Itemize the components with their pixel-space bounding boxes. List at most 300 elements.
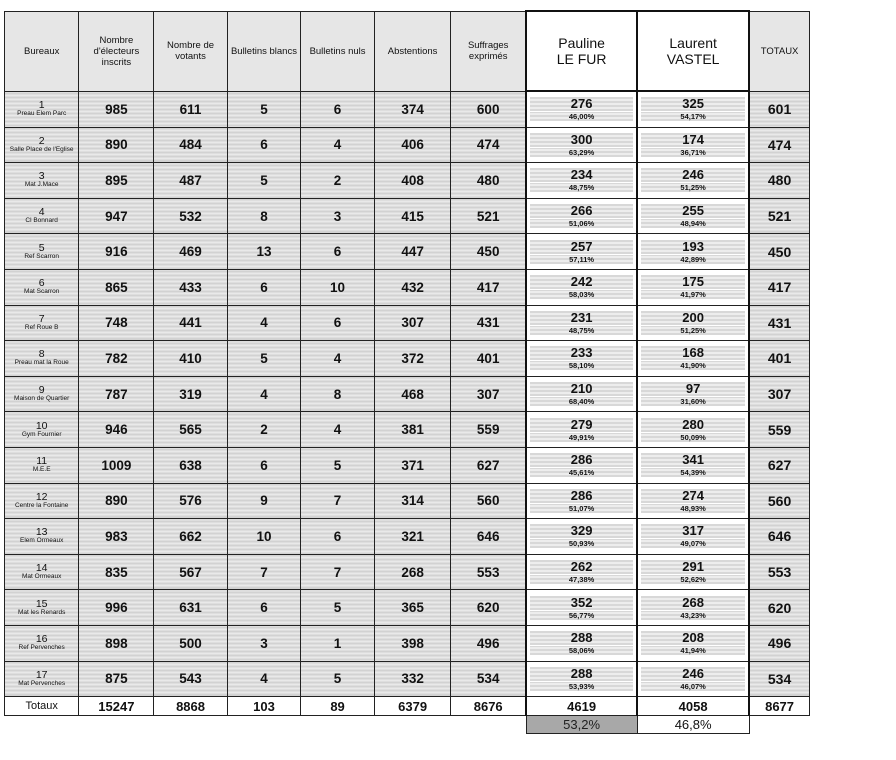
row-candidate-2-votes: 291: [641, 560, 745, 574]
row-totaux: 450: [749, 234, 809, 270]
bureau-cell: [5, 412, 79, 448]
row-abstentions: 365: [374, 590, 450, 626]
row-totaux: 560: [749, 483, 809, 519]
row-totaux: 559: [749, 412, 809, 448]
row-nuls: 3: [301, 198, 375, 234]
row-totaux: 431: [749, 305, 809, 341]
row-blancs: 7: [227, 554, 301, 590]
row-inscrits: 748: [79, 305, 154, 341]
table-row: [5, 590, 810, 626]
row-candidate-1-cell: [526, 661, 637, 697]
row-candidate-2-votes: 246: [641, 168, 745, 182]
bureau-location: Gym Fournier: [21, 430, 62, 438]
row-inscrits: 983: [79, 519, 154, 555]
row-votants: 433: [154, 269, 227, 305]
row-abstentions: 268: [374, 554, 450, 590]
row-blancs: 6: [227, 269, 301, 305]
row-candidate-2-votes: 97: [641, 382, 745, 396]
row-candidate-2-percent: 54,17%: [641, 112, 745, 121]
row-candidate-1-cell: [526, 554, 637, 590]
row-exprimes: 521: [451, 198, 526, 234]
row-candidate-2-votes: 317: [641, 524, 745, 538]
row-exprimes: 401: [451, 341, 526, 377]
bureau-location: Salle Place de l'Eglise: [9, 145, 74, 153]
row-abstentions: 398: [374, 625, 450, 661]
totals-candidate-2: 4058: [637, 697, 749, 716]
totals-exprimes: 8676: [451, 697, 526, 716]
bureau-location: Mat les Renards: [18, 608, 66, 616]
row-candidate-2-percent: 36,71%: [641, 148, 745, 157]
row-candidate-1-cell: [526, 91, 637, 127]
row-inscrits: 782: [79, 341, 154, 377]
bureau-number: 13: [35, 526, 48, 539]
bureau-location: Ref Scarron: [24, 252, 60, 260]
row-candidate-2-cell: [637, 91, 749, 127]
row-candidate-2-percent: 41,90%: [641, 361, 745, 370]
row-votants: 532: [154, 198, 227, 234]
row-candidate-2-cell: [637, 590, 749, 626]
row-totaux: 620: [749, 590, 809, 626]
row-exprimes: 417: [451, 269, 526, 305]
row-votants: 638: [154, 447, 227, 483]
row-inscrits: 787: [79, 376, 154, 412]
row-candidate-2-votes: 193: [641, 240, 745, 254]
row-totaux: 417: [749, 269, 809, 305]
row-blancs: 8: [227, 198, 301, 234]
totals-label: Totaux: [5, 697, 79, 716]
row-abstentions: 371: [374, 447, 450, 483]
bureau-cell: [5, 483, 79, 519]
final-percentage-row: [5, 716, 810, 734]
row-totaux: 627: [749, 447, 809, 483]
row-candidate-2-cell: [637, 447, 749, 483]
bureau-number: 6: [38, 277, 45, 290]
row-totaux: 496: [749, 625, 809, 661]
table-row: [5, 127, 810, 163]
row-totaux: 553: [749, 554, 809, 590]
bureau-location: Preau mat la Roue: [14, 359, 69, 367]
row-candidate-2-votes: 174: [641, 133, 745, 147]
table-row: [5, 447, 810, 483]
totals-blancs: 103: [227, 697, 301, 716]
row-votants: 662: [154, 519, 227, 555]
row-candidate-1-percent: 68,40%: [530, 397, 633, 406]
row-nuls: 8: [301, 376, 375, 412]
totals-votants: 8868: [154, 697, 227, 716]
bureau-location: Mat Ormeaux: [21, 573, 62, 581]
bureau-cell: [5, 198, 79, 234]
row-candidate-2-cell: [637, 412, 749, 448]
candidate-1-last-name: LE FUR: [556, 51, 607, 67]
row-candidate-2-percent: 51,25%: [641, 183, 745, 192]
row-blancs: 4: [227, 305, 301, 341]
row-candidate-1-percent: 58,03%: [530, 290, 633, 299]
results-body: [5, 91, 810, 697]
candidate-2-first-name: Laurent: [669, 35, 717, 51]
row-votants: 410: [154, 341, 227, 377]
row-nuls: 5: [301, 590, 375, 626]
header-nuls: Bulletins nuls: [301, 11, 375, 91]
table-row: [5, 412, 810, 448]
table-row: [5, 554, 810, 590]
row-exprimes: 553: [451, 554, 526, 590]
row-votants: 319: [154, 376, 227, 412]
row-exprimes: 496: [451, 625, 526, 661]
row-candidate-1-percent: 48,75%: [530, 183, 633, 192]
totals-abstentions: 6379: [374, 697, 450, 716]
row-candidate-2-percent: 51,25%: [641, 326, 745, 335]
row-blancs: 13: [227, 234, 301, 270]
row-inscrits: 898: [79, 625, 154, 661]
row-candidate-1-votes: 279: [530, 418, 633, 432]
row-candidate-1-cell: [526, 447, 637, 483]
bureau-location: Ref Pervenches: [18, 644, 65, 652]
row-exprimes: 431: [451, 305, 526, 341]
row-candidate-2-cell: [637, 341, 749, 377]
row-blancs: 6: [227, 127, 301, 163]
bureau-number: 15: [35, 597, 48, 610]
row-candidate-1-cell: [526, 305, 637, 341]
row-abstentions: 468: [374, 376, 450, 412]
row-nuls: 6: [301, 91, 375, 127]
row-nuls: 10: [301, 269, 375, 305]
bureau-cell: [5, 376, 79, 412]
row-candidate-1-votes: 234: [530, 168, 633, 182]
table-row: [5, 305, 810, 341]
final-percentage-empty: [749, 716, 809, 734]
row-abstentions: 432: [374, 269, 450, 305]
row-candidate-1-votes: 257: [530, 240, 633, 254]
row-candidate-1-votes: 231: [530, 311, 633, 325]
row-candidate-2-percent: 41,97%: [641, 290, 745, 299]
row-candidate-1-percent: 51,06%: [530, 219, 633, 228]
row-candidate-2-percent: 31,60%: [641, 397, 745, 406]
row-exprimes: 620: [451, 590, 526, 626]
bureau-location: Mat J.Mace: [24, 181, 59, 189]
row-candidate-1-percent: 51,07%: [530, 504, 633, 513]
bureau-cell: [5, 305, 79, 341]
row-candidate-1-percent: 49,91%: [530, 433, 633, 442]
row-candidate-2-cell: [637, 519, 749, 555]
bureau-location: Mat Scarron: [23, 288, 60, 296]
bureau-cell: [5, 590, 79, 626]
row-candidate-1-votes: 352: [530, 596, 633, 610]
row-blancs: 9: [227, 483, 301, 519]
row-candidate-2-percent: 48,94%: [641, 219, 745, 228]
row-votants: 611: [154, 91, 227, 127]
row-votants: 565: [154, 412, 227, 448]
row-abstentions: 307: [374, 305, 450, 341]
header-votants: Nombre de votants: [154, 11, 227, 91]
totals-inscrits: 15247: [79, 697, 154, 716]
row-candidate-1-percent: 56,77%: [530, 611, 633, 620]
table-row: [5, 163, 810, 199]
row-abstentions: 321: [374, 519, 450, 555]
row-candidate-2-percent: 48,93%: [641, 504, 745, 513]
row-candidate-1-cell: [526, 625, 637, 661]
results-footer: [5, 697, 810, 734]
row-votants: 469: [154, 234, 227, 270]
row-candidate-2-votes: 255: [641, 204, 745, 218]
row-candidate-2-votes: 168: [641, 346, 745, 360]
header-bureaux: Bureaux: [5, 11, 79, 91]
header-totaux: TOTAUX: [749, 11, 809, 91]
table-row: [5, 376, 810, 412]
row-candidate-2-cell: [637, 625, 749, 661]
row-candidate-1-percent: 47,38%: [530, 575, 633, 584]
row-candidate-2-cell: [637, 305, 749, 341]
row-candidate-1-cell: [526, 234, 637, 270]
row-candidate-1-cell: [526, 412, 637, 448]
row-candidate-2-cell: [637, 483, 749, 519]
row-abstentions: 415: [374, 198, 450, 234]
row-candidate-2-percent: 50,09%: [641, 433, 745, 442]
row-totaux: 307: [749, 376, 809, 412]
bureau-cell: [5, 519, 79, 555]
row-votants: 631: [154, 590, 227, 626]
row-exprimes: 474: [451, 127, 526, 163]
row-candidate-1-percent: 46,00%: [530, 112, 633, 121]
row-candidate-1-cell: [526, 269, 637, 305]
row-candidate-1-votes: 210: [530, 382, 633, 396]
candidate-1-first-name: Pauline: [558, 35, 605, 51]
bureau-location: Elem Ormeaux: [20, 537, 64, 545]
row-abstentions: 408: [374, 163, 450, 199]
table-row: [5, 341, 810, 377]
bureau-location: Mat Pervenches: [18, 679, 66, 687]
row-abstentions: 332: [374, 661, 450, 697]
row-blancs: 4: [227, 376, 301, 412]
final-percentage-candidate-1: 53,2%: [526, 716, 637, 734]
row-candidate-2-percent: 41,94%: [641, 646, 745, 655]
row-candidate-1-percent: 63,29%: [530, 148, 633, 157]
row-blancs: 6: [227, 590, 301, 626]
row-candidate-2-percent: 52,62%: [641, 575, 745, 584]
header-blancs: Bulletins blancs: [227, 11, 301, 91]
row-abstentions: 374: [374, 91, 450, 127]
table-row: [5, 625, 810, 661]
bureau-cell: [5, 447, 79, 483]
row-candidate-2-cell: [637, 554, 749, 590]
bureau-number: 17: [35, 668, 48, 681]
row-nuls: 4: [301, 341, 375, 377]
bureau-cell: [5, 625, 79, 661]
row-candidate-1-votes: 286: [530, 489, 633, 503]
bureau-number: 8: [38, 348, 45, 361]
bureau-cell: [5, 341, 79, 377]
row-exprimes: 534: [451, 661, 526, 697]
row-candidate-2-percent: 42,89%: [641, 255, 745, 264]
row-abstentions: 381: [374, 412, 450, 448]
row-inscrits: 875: [79, 661, 154, 697]
row-totaux: 480: [749, 163, 809, 199]
bureau-location: Centre la Fontaine: [14, 501, 69, 509]
row-candidate-1-votes: 288: [530, 631, 633, 645]
row-nuls: 6: [301, 234, 375, 270]
bureau-number: 4: [38, 206, 45, 219]
row-exprimes: 559: [451, 412, 526, 448]
row-candidate-2-votes: 175: [641, 275, 745, 289]
row-nuls: 1: [301, 625, 375, 661]
table-row: [5, 483, 810, 519]
row-candidate-1-percent: 57,11%: [530, 255, 633, 264]
row-candidate-1-percent: 48,75%: [530, 326, 633, 335]
final-percentage-spacer: [5, 716, 527, 734]
row-abstentions: 406: [374, 127, 450, 163]
row-candidate-1-cell: [526, 163, 637, 199]
row-candidate-1-votes: 262: [530, 560, 633, 574]
bureau-cell: [5, 127, 79, 163]
bureau-number: 16: [35, 633, 48, 646]
row-blancs: 2: [227, 412, 301, 448]
row-totaux: 646: [749, 519, 809, 555]
row-candidate-1-cell: [526, 483, 637, 519]
bureau-number: 3: [38, 170, 45, 183]
row-candidate-1-percent: 50,93%: [530, 539, 633, 548]
row-inscrits: 1009: [79, 447, 154, 483]
row-nuls: 7: [301, 554, 375, 590]
row-candidate-2-cell: [637, 234, 749, 270]
row-blancs: 6: [227, 447, 301, 483]
header-exprimes: Suffrages exprimés: [451, 11, 526, 91]
row-exprimes: 480: [451, 163, 526, 199]
row-blancs: 10: [227, 519, 301, 555]
bureau-cell: [5, 234, 79, 270]
row-blancs: 5: [227, 91, 301, 127]
row-candidate-1-percent: 58,06%: [530, 646, 633, 655]
row-votants: 484: [154, 127, 227, 163]
row-candidate-2-percent: 49,07%: [641, 539, 745, 548]
bureau-number: 5: [38, 241, 45, 254]
election-results-table: [4, 10, 810, 734]
row-blancs: 5: [227, 341, 301, 377]
totals-totaux: 8677: [749, 697, 809, 716]
row-candidate-2-cell: [637, 198, 749, 234]
row-candidate-2-votes: 280: [641, 418, 745, 432]
row-blancs: 5: [227, 163, 301, 199]
bureau-number: 7: [38, 312, 45, 325]
bureau-number: 9: [38, 384, 45, 397]
bureau-cell: [5, 269, 79, 305]
bureau-number: 14: [35, 562, 48, 575]
row-votants: 487: [154, 163, 227, 199]
row-inscrits: 916: [79, 234, 154, 270]
row-candidate-2-votes: 268: [641, 596, 745, 610]
row-candidate-2-votes: 274: [641, 489, 745, 503]
row-totaux: 534: [749, 661, 809, 697]
row-nuls: 6: [301, 519, 375, 555]
row-inscrits: 890: [79, 127, 154, 163]
row-candidate-1-votes: 233: [530, 346, 633, 360]
row-candidate-1-votes: 242: [530, 275, 633, 289]
bureau-location: M.E.E: [32, 466, 51, 474]
bureau-cell: [5, 661, 79, 697]
row-candidate-2-cell: [637, 269, 749, 305]
row-candidate-1-cell: [526, 341, 637, 377]
row-candidate-1-cell: [526, 198, 637, 234]
row-candidate-2-percent: 46,07%: [641, 682, 745, 691]
totals-candidate-1: 4619: [526, 697, 637, 716]
row-totaux: 474: [749, 127, 809, 163]
bureau-number: 10: [35, 419, 48, 432]
row-candidate-1-votes: 276: [530, 97, 633, 111]
bureau-cell: [5, 554, 79, 590]
row-candidate-1-cell: [526, 127, 637, 163]
header-candidate-2: [637, 11, 749, 91]
bureau-location: Maison de Quartier: [14, 395, 70, 403]
row-nuls: 6: [301, 305, 375, 341]
header-abstentions: Abstentions: [374, 11, 450, 91]
row-nuls: 4: [301, 412, 375, 448]
row-candidate-1-votes: 300: [530, 133, 633, 147]
row-inscrits: 946: [79, 412, 154, 448]
row-votants: 576: [154, 483, 227, 519]
table-row: [5, 91, 810, 127]
bureau-number: 11: [36, 455, 48, 468]
header-inscrits: Nombre d'électeurs inscrits: [79, 11, 154, 91]
row-candidate-1-votes: 329: [530, 524, 633, 538]
row-exprimes: 560: [451, 483, 526, 519]
row-candidate-1-percent: 53,93%: [530, 682, 633, 691]
header-candidate-1: [526, 11, 637, 91]
row-votants: 543: [154, 661, 227, 697]
row-candidate-1-votes: 286: [530, 453, 633, 467]
row-candidate-1-percent: 45,61%: [530, 468, 633, 477]
row-candidate-2-cell: [637, 376, 749, 412]
row-candidate-2-votes: 200: [641, 311, 745, 325]
row-candidate-1-cell: [526, 376, 637, 412]
row-candidate-2-votes: 341: [641, 453, 745, 467]
row-votants: 500: [154, 625, 227, 661]
row-votants: 441: [154, 305, 227, 341]
row-candidate-2-cell: [637, 661, 749, 697]
totals-row: [5, 697, 810, 716]
row-votants: 567: [154, 554, 227, 590]
row-inscrits: 985: [79, 91, 154, 127]
bureau-number: 2: [38, 134, 45, 147]
row-blancs: 3: [227, 625, 301, 661]
row-totaux: 401: [749, 341, 809, 377]
row-inscrits: 895: [79, 163, 154, 199]
row-exprimes: 307: [451, 376, 526, 412]
bureau-number: 12: [35, 490, 48, 503]
row-candidate-1-votes: 266: [530, 204, 633, 218]
row-inscrits: 865: [79, 269, 154, 305]
row-nuls: 7: [301, 483, 375, 519]
row-totaux: 521: [749, 198, 809, 234]
bureau-number: 1: [38, 99, 45, 112]
bureau-location: Preau Elem Parc: [17, 110, 67, 118]
results-table-wrapper: [4, 10, 810, 734]
row-abstentions: 447: [374, 234, 450, 270]
totals-nuls: 89: [301, 697, 375, 716]
row-exprimes: 600: [451, 91, 526, 127]
row-candidate-2-votes: 246: [641, 667, 745, 681]
row-nuls: 4: [301, 127, 375, 163]
header-row: [5, 11, 810, 91]
row-candidate-2-votes: 325: [641, 97, 745, 111]
row-inscrits: 835: [79, 554, 154, 590]
table-row: [5, 269, 810, 305]
row-blancs: 4: [227, 661, 301, 697]
row-nuls: 2: [301, 163, 375, 199]
row-abstentions: 314: [374, 483, 450, 519]
row-inscrits: 947: [79, 198, 154, 234]
candidate-2-last-name: VASTEL: [666, 51, 720, 67]
row-candidate-1-percent: 58,10%: [530, 361, 633, 370]
table-row: [5, 198, 810, 234]
bureau-cell: [5, 91, 79, 127]
